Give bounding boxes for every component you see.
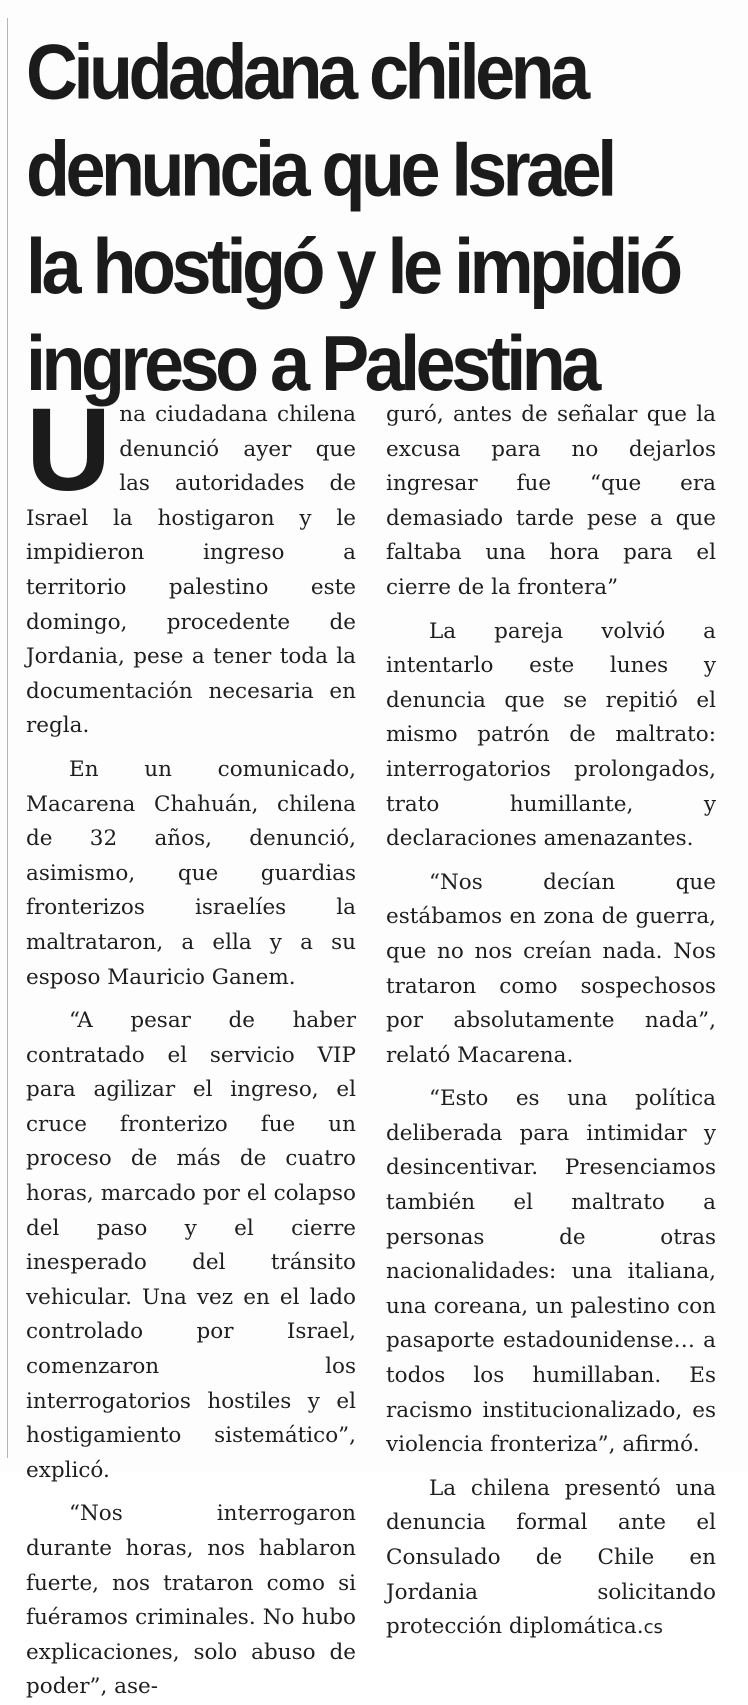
body-paragraph: “Esto es una política deliberada para intimidar y desincentivar. Presenciamos también el maltrato a personas de otras nacionalidades: una italiana, una coreana, un palestino con pasaporte estadounidense… a todos los humillaban. Es racismo institucionalizado, es violencia fronteriza”, afirmó. — [386, 1086, 716, 1458]
end-mark: cs — [643, 1617, 663, 1639]
column-rule — [7, 18, 8, 1458]
body-paragraph: La pareja volvió a intentarlo este lunes y denuncia que se repitió el mismo patrón de maltrato: interrogatorios prolongados, trato humillante, y declaraciones amenazantes. — [386, 618, 716, 852]
body-paragraph: “Nos decían que estábamos en zona de guerra, que no nos creían nada. Nos trataron como sospechosos por absolutamente nada”, relató Macarena. — [386, 869, 716, 1068]
headline-line: Ciudadana chilena — [26, 29, 586, 116]
body-paragraph: “A pesar de haber contratado el servicio VIP para agilizar el ingreso, el cruce fronterizo fue un proceso de más de cuatro horas, marcado por el colapso del paso y el cierre inesperado del tránsito vehicular. Una vez en el lado controlado por Israel, comenzaron los interrogatorios hostiles y el hostigamiento sistemático”, explicó. — [26, 1008, 356, 1483]
headline-line: denuncia que Israel — [26, 126, 613, 213]
body-paragraph-continued: guró, antes de señalar que la excusa para no dejarlos ingresar fue “que era demasiado tarde pese a que faltaba una hora para el cierre de la frontera” — [386, 402, 716, 600]
body-paragraph — [386, 1472, 716, 1646]
body-paragraph: En un comunicado, Macarena Chahuán, chilena de 32 años, denunció, asimismo, que guardias fronterizos israelíes la maltrataron, a ella y a su esposo Mauricio Ganem. — [26, 756, 356, 990]
headline — [26, 24, 736, 413]
drop-cap: U — [26, 384, 110, 516]
lead-text: na ciudadana chilena denunció ayer que las autoridades de Israel la hostigaron y le impidieron ingreso a territorio palestino este domingo, procedente de Jordania, pese a tener toda la documentación necesaria en regla. — [26, 402, 356, 739]
headline-line: la hostigó y le impidió — [26, 223, 679, 311]
body-column-left — [26, 384, 356, 1705]
closing-text: La chilena presentó una denuncia formal ante el Consulado de Chile en Jordania solicitando protección diplomática. — [386, 1475, 716, 1640]
body-column-right — [386, 398, 716, 1646]
body-paragraph: “Nos interrogaron durante horas, nos hablaron fuerte, nos trataron como si fuéramos criminales. No hubo explicaciones, solo abuso de poder”, ase- — [26, 1501, 356, 1700]
lead-paragraph — [26, 384, 356, 744]
headline-line: ingreso a Palestina — [26, 321, 597, 408]
